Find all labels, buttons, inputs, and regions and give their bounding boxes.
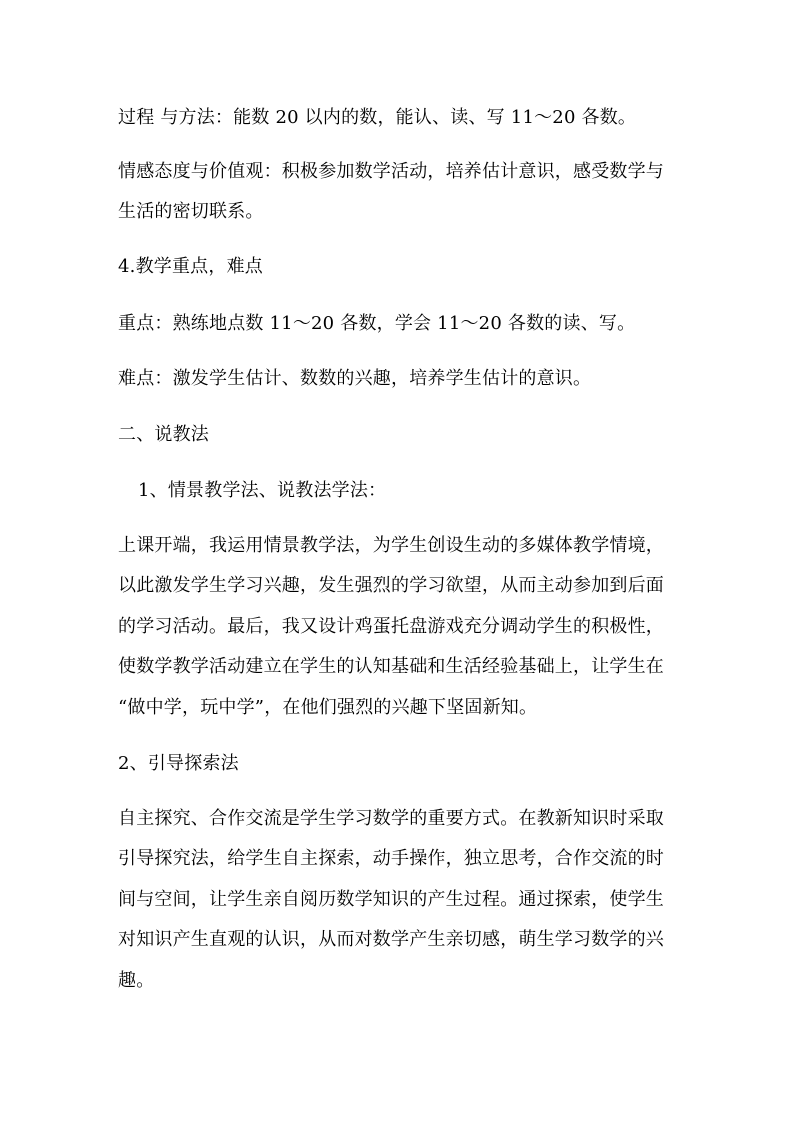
paragraph-line: 以此激发学生学习兴趣，发生强烈的学习欲望，从而主动参加到后面 bbox=[118, 575, 664, 596]
subheading-guided-exploration: 2、引导探索法 bbox=[118, 753, 239, 774]
process-method-objective: 过程 与方法：能数 20 以内的数，能认、读、写 11～20 各数。 bbox=[118, 107, 637, 128]
key-point: 重点：熟练地点数 11～20 各数，学会 11～20 各数的读、写。 bbox=[118, 313, 636, 334]
paragraph-line: 趣。 bbox=[118, 970, 155, 991]
section-heading-key-points: 4.教学重点，难点 bbox=[118, 256, 263, 277]
paragraph-line: 的学习活动。最后，我又设计鸡蛋托盘游戏充分调动学生的积极性， bbox=[118, 616, 664, 637]
paragraph-line: 上课开端，我运用情景教学法，为学生创设生动的多媒体教学情境， bbox=[118, 535, 664, 556]
paragraph-line: 引导探究法，给学生自主探索，动手操作，独立思考，合作交流的时 bbox=[118, 848, 664, 869]
paragraph-line: 使数学教学活动建立在学生的认知基础和生活经验基础上，让学生在 bbox=[118, 656, 664, 677]
section-heading-teaching-method: 二、说教法 bbox=[118, 424, 209, 445]
emotion-attitude-objective-cont: 生活的密切联系。 bbox=[118, 201, 264, 222]
difficult-point: 难点：激发学生估计、数数的兴趣，培养学生估计的意识。 bbox=[118, 368, 592, 389]
subheading-situational-teaching: 1、情景教学法、说教法学法： bbox=[138, 480, 387, 501]
paragraph-line: 自主探究、合作交流是学生学习数学的重要方式。在教新知识时采取 bbox=[118, 808, 664, 829]
emotion-attitude-objective: 情感态度与价值观：积极参加数学活动，培养估计意识，感受数学与 bbox=[118, 161, 664, 182]
paragraph-line: 间与空间，让学生亲自阅历数学知识的产生过程。通过探索，使学生 bbox=[118, 889, 664, 910]
paragraph-line: 对知识产生直观的认识，从而对数学产生亲切感，萌生学习数学的兴 bbox=[118, 929, 664, 950]
paragraph-line: “做中学，玩中学”，在他们强烈的兴趣下坚固新知。 bbox=[118, 697, 538, 718]
